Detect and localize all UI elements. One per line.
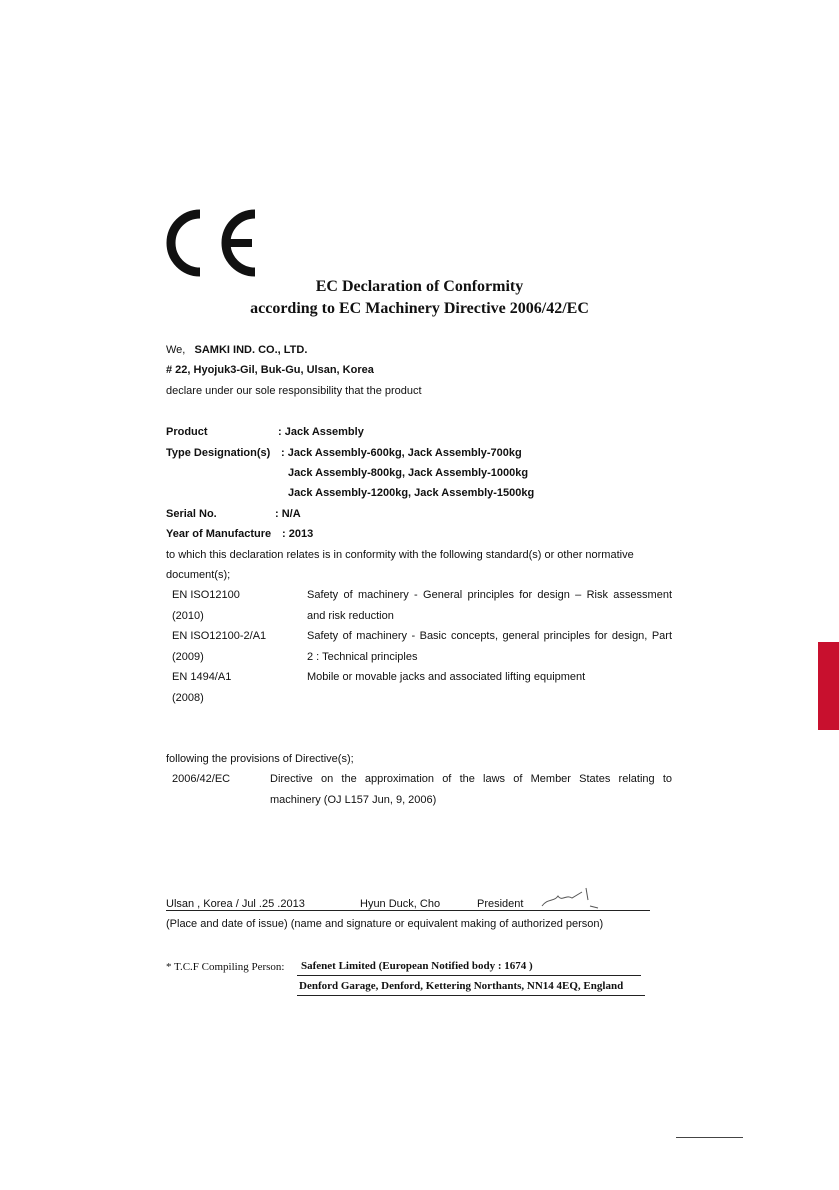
page-footer-line [676,1137,743,1138]
tcf-underline-2 [297,995,645,996]
standard-code-3: EN 1494/A1 [172,671,232,683]
signer-name: Hyun Duck, Cho [360,898,441,910]
directive-desc-2: machinery (OJ L157 Jun, 9, 2006) [270,794,437,806]
manufacturer-line [166,344,307,356]
directive-code: 2006/42/EC [172,773,231,785]
standard-year-3: (2008) [172,692,204,704]
tcf-line-2: Denford Garage, Denford, Kettering Northants, NN14 4EQ, England [299,980,624,992]
serial-label: Serial No. [166,508,217,520]
signature-icon [538,886,602,912]
standard-year-1: (2010) [172,610,204,622]
ce-mark-icon [162,208,262,278]
signer-title: President [477,898,524,910]
declare-text: declare under our sole responsibility that the product [166,385,422,397]
standard-code-2: EN ISO12100-2/A1 [172,630,267,642]
type-line-1: : Jack Assembly-600kg, Jack Assembly-700kg [281,447,522,459]
standard-desc-3a: Mobile or movable jacks and associated lifting equipment [307,671,586,683]
standard-desc-2a: Safety of machinery - Basic concepts, general principles for design, Part [307,630,672,642]
document-title: EC Declaration of Conformity [315,278,524,295]
conformity-line-2: document(s); [166,569,231,581]
tcf-line-1: Safenet Limited (European Notified body : 1674 ) [301,960,533,972]
year-value: : 2013 [282,528,314,540]
standard-year-2: (2009) [172,651,204,663]
company-name: SAMKI IND. CO., LTD. [194,344,308,356]
place-date: Ulsan , Korea / Jul .25 .2013 [166,898,305,910]
standard-desc-1b: and risk reduction [307,610,394,622]
company-address: # 22, Hyojuk3-Gil, Buk-Gu, Ulsan, Korea [166,364,374,376]
signature-underline [166,910,650,911]
conformity-line-1: to which this declaration relates is in conformity with the following standard(s) or other normative [166,549,634,561]
signature-caption: (Place and date of issue) (name and signature or equivalent making of authorized person) [166,918,604,930]
standard-code-1: EN ISO12100 [172,589,240,601]
type-line-2: Jack Assembly-800kg, Jack Assembly-1000kg [288,467,529,479]
standard-desc-2b: 2 : Technical principles [307,651,418,663]
side-tab [818,642,839,730]
year-label: Year of Manufacture [166,528,272,540]
standard-desc-1a: Safety of machinery - General principles for design – Risk assessment [307,589,672,601]
directive-desc-1: Directive on the approximation of the laws of Member States relating to [270,773,672,785]
serial-value: : N/A [275,508,301,520]
we-label: We, [166,344,186,356]
product-value: : Jack Assembly [278,426,364,438]
type-line-3: Jack Assembly-1200kg, Jack Assembly-1500kg [288,487,535,499]
type-label: Type Designation(s) [166,447,271,459]
provisions-text: following the provisions of Directive(s); [166,753,354,765]
product-label: Product [166,426,208,438]
tcf-label: * T.C.F Compiling Person: [166,961,285,973]
tcf-underline-1 [297,975,641,976]
document-subtitle: according to EC Machinery Directive 2006/42/EC [250,300,589,317]
